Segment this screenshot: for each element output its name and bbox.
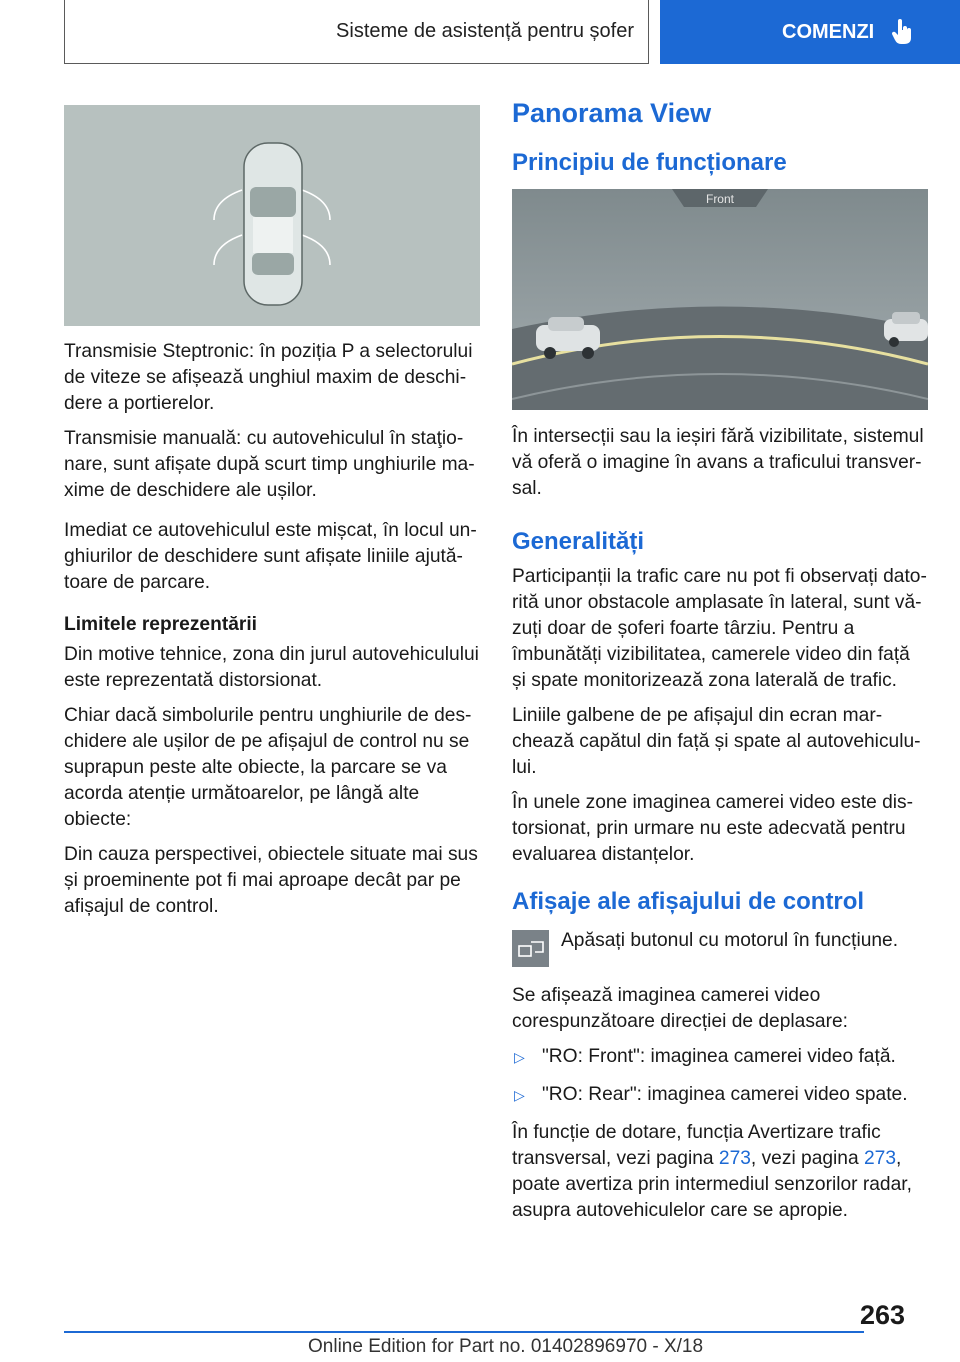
paragraph-text: , vezi pagina — [750, 1148, 864, 1169]
paragraph: Transmisie Steptronic: în poziția P a selectorului de viteze se afișează unghiul maxim de deschidere a portierelor. — [64, 341, 473, 414]
section-heading: Generalități — [512, 528, 645, 555]
panorama-camera-image — [512, 189, 928, 410]
footer-edition: Online Edition for Part no. 01402896970 - X/18 — [308, 1336, 704, 1357]
hand-pointer-icon — [892, 19, 914, 45]
paragraph: În intersecții sau la ieșiri fără vizibilitate, sistemul vă oferă o imagine în avans a traficului transversal. — [512, 426, 924, 499]
paragraph: În unele zone imaginea camerei video este distorsionat, prin urmare nu este adecvată pentru evaluarea distanțelor. — [512, 792, 914, 865]
paragraph: Se afișează imaginea camerei video corespunzătoare direcției de deplasare: — [512, 985, 848, 1032]
right-column — [512, 98, 928, 1233]
section-heading: Afișaje ale afișajului de control — [512, 888, 865, 915]
page-link[interactable]: 273 — [718, 1148, 751, 1169]
paragraph — [512, 1120, 928, 1224]
footer-divider — [64, 1331, 864, 1333]
front-label: Front — [705, 192, 735, 206]
list-item-text: "RO: Rear": imaginea camerei video spate. — [542, 1084, 908, 1105]
paragraph-text: , poate avertiza prin intermediul senzorilor radar, asupra autovehiculelor care se apropie. — [512, 1148, 912, 1221]
car-top-view-doors-icon — [64, 105, 480, 326]
triangle-bullet-icon: ▷ — [514, 1087, 525, 1103]
section-title: Sisteme de asistență pentru șofer — [336, 20, 634, 42]
paragraph: Din motive tehnice, zona din jurul autovehiculului este reprezentată distorsionat. — [64, 644, 479, 691]
list-item — [512, 1044, 928, 1070]
paragraph-text: În funcție de dotare, funcția Avertizare trafic transversal, vezi pagina — [512, 1122, 881, 1169]
paragraph: Transmisie manuală: cu autovehiculul în staţionare, sunt afișate după scurt timp unghiurile maxime de deschidere ale ușilor. — [64, 428, 475, 501]
paragraph: Chiar dacă simbolurile pentru unghiurile de deschidere ale ușilor de pe afișajul de control nu se suprapun peste alte obiecte, la parcare se va acorda atenție următoarelor, pe lângă alte obiecte: — [64, 705, 472, 830]
triangle-bullet-icon: ▷ — [514, 1049, 525, 1065]
page-title: Panorama View — [512, 98, 712, 128]
paragraph: Participanții la trafic care nu pot fi observați datorită unor obstacole amplasate în lateral, sunt văzuți doar de șoferi foarte târziu. Pentru a îmbunătăți vizibilitatea, camerele video din față și spate monitorizează zona laterală de trafic. — [512, 566, 927, 691]
chapter-tab[interactable] — [660, 0, 960, 64]
paragraph: Din cauza perspectivei, obiectele situate mai sus și proeminente pot fi mai aproape decât par pe afișajul de control. — [64, 844, 478, 917]
section-header — [64, 0, 649, 64]
paragraph: Liniile galbene de pe afișajul din ecran marchează capătul din față și spate al autovehiculului. — [512, 705, 921, 778]
section-heading: Principiu de funcționare — [512, 149, 787, 176]
subheading: Limitele reprezentării — [64, 614, 258, 635]
page-number: 263 — [860, 1300, 906, 1330]
button-instruction — [512, 928, 928, 967]
paragraph: Imediat ce autovehiculul este mișcat, în locul unghiurilor de deschidere sunt afișate liniile ajutătoare de parcare. — [64, 520, 477, 593]
chapter-tab-label: COMENZI — [782, 20, 875, 43]
page-link[interactable]: 273 — [864, 1148, 897, 1169]
panorama-view-button-icon — [512, 930, 549, 967]
left-column — [64, 105, 480, 929]
paragraph: Apăsați butonul cu motorul în funcțiune. — [561, 930, 899, 951]
list-item-text: "RO: Front": imaginea camerei video față. — [542, 1046, 896, 1067]
list-item — [512, 1082, 928, 1108]
